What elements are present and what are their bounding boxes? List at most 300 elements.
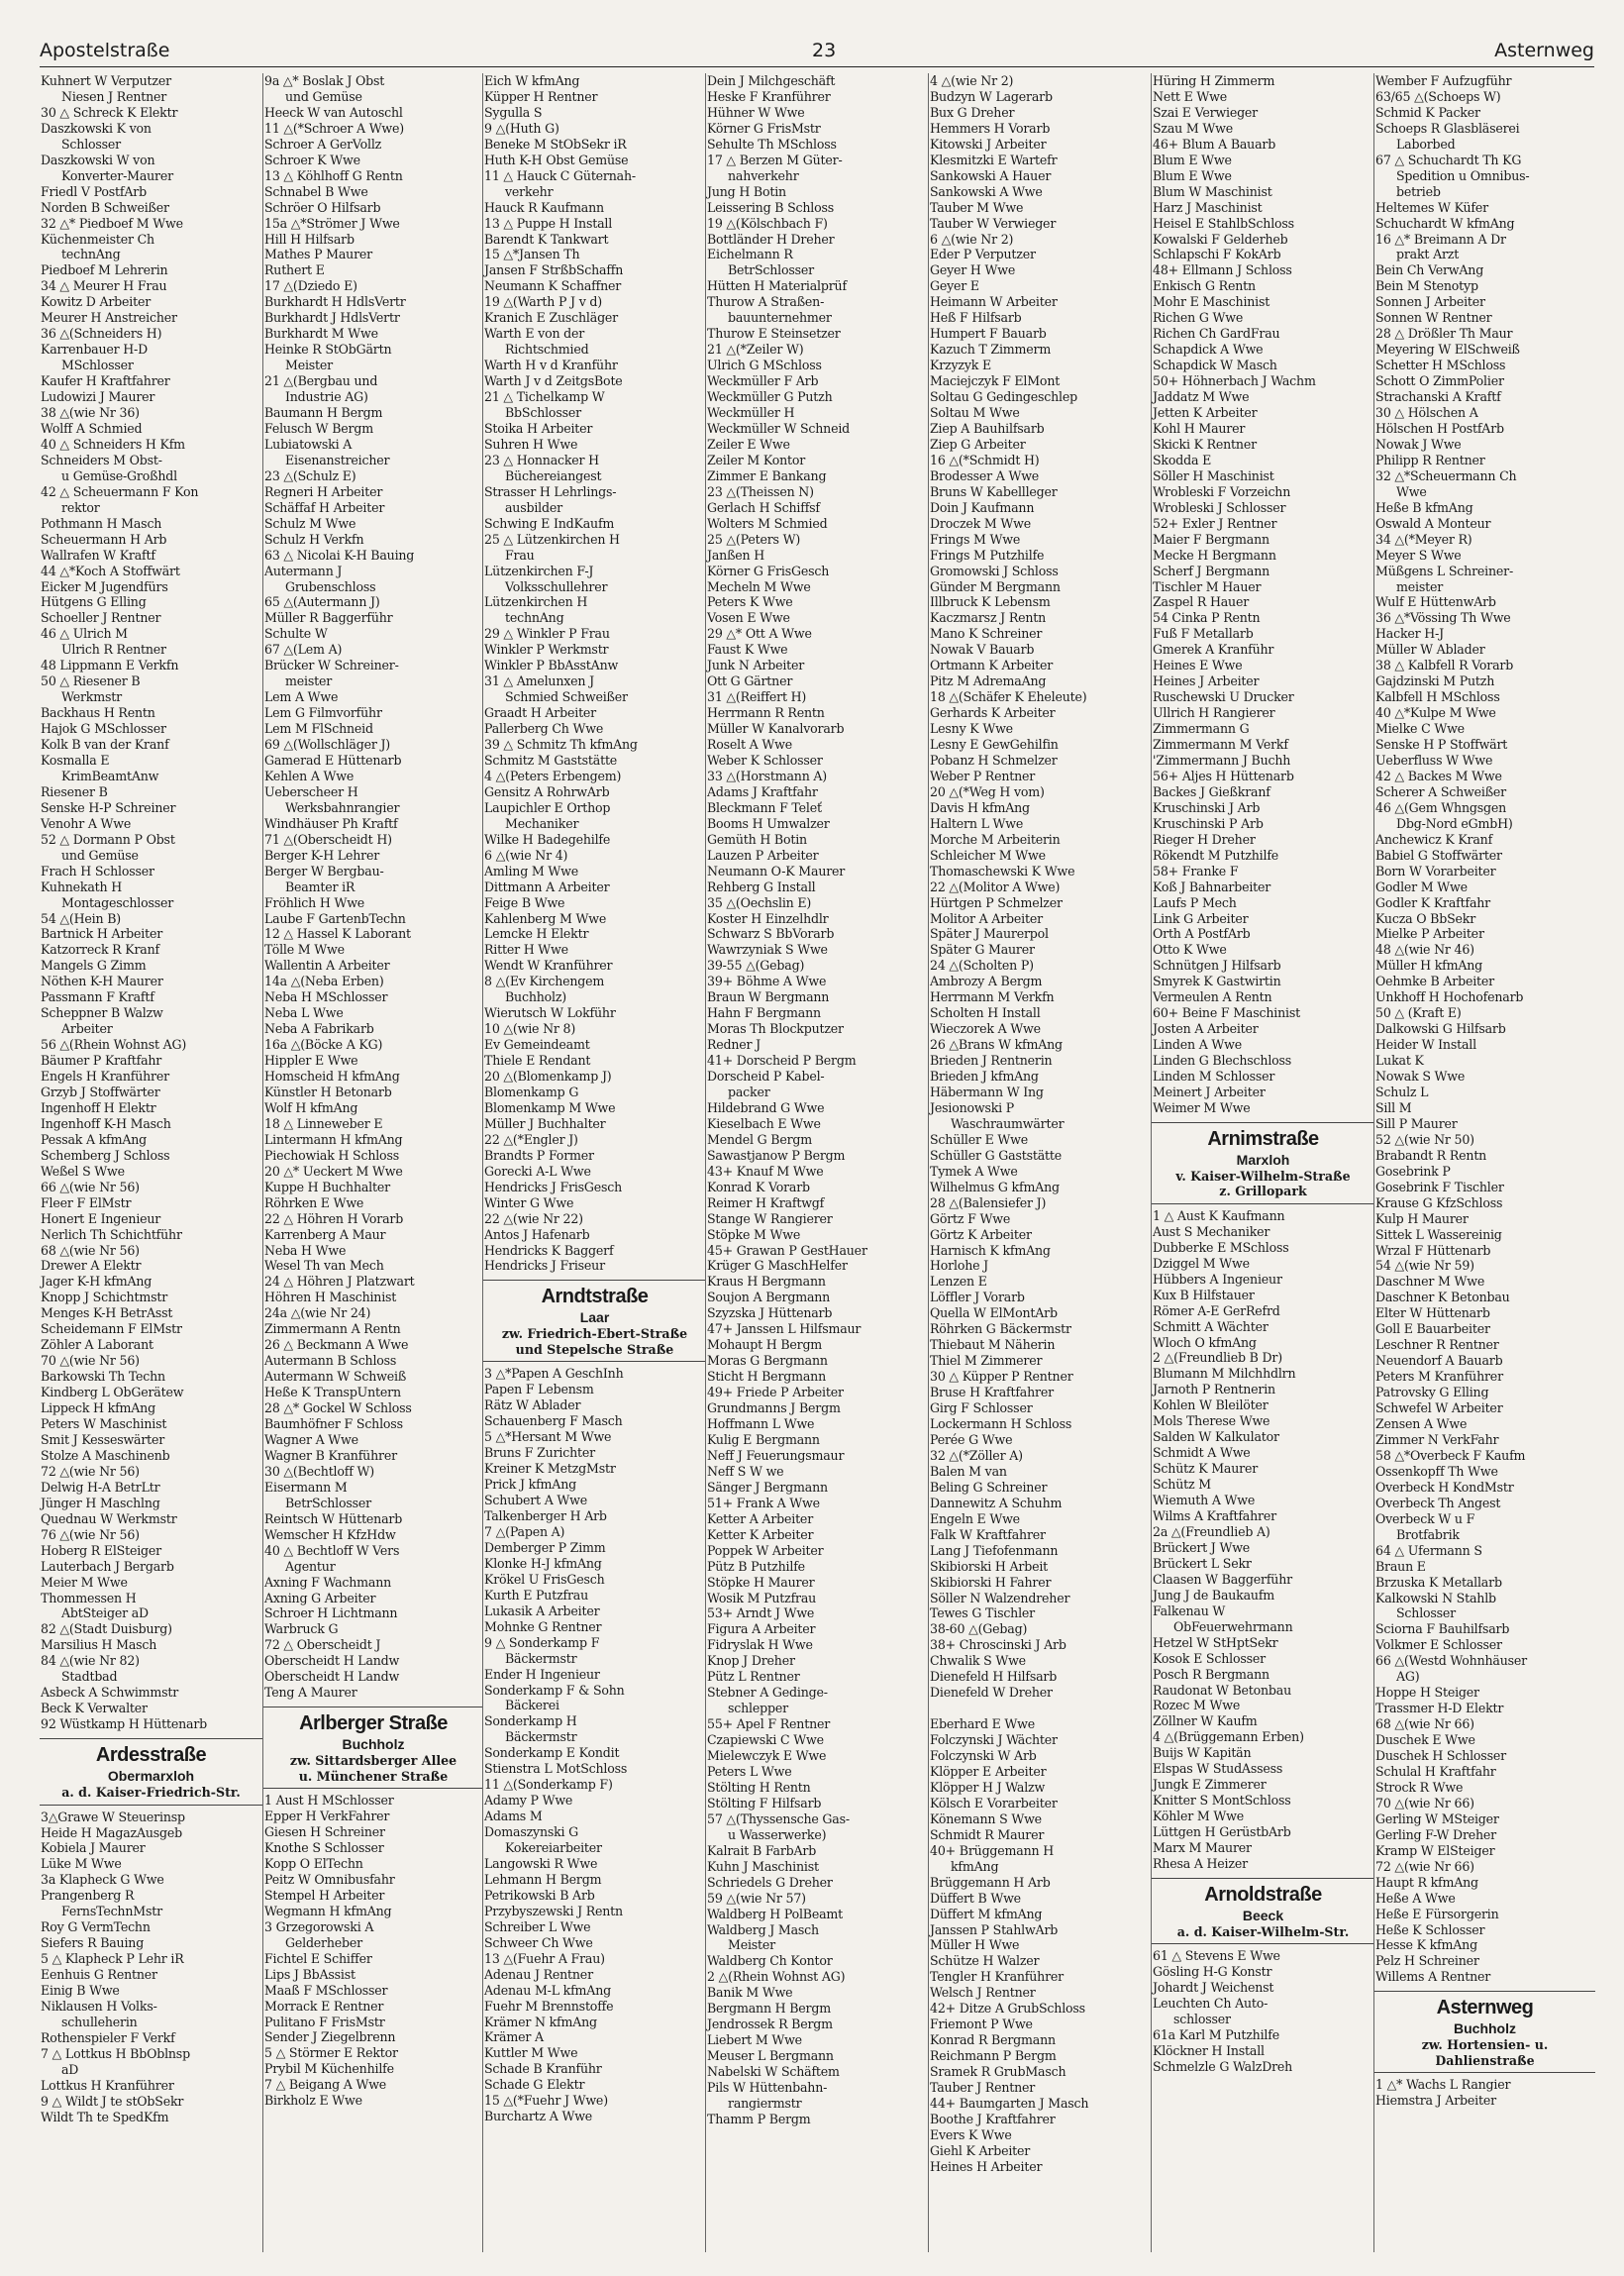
resident-entry: Sticht H Bergmann (707, 1369, 826, 1385)
resident-entry: Bruns F Zurichter (484, 1445, 595, 1461)
resident-entry: Scheidemann F ElMstr (41, 1321, 182, 1337)
resident-entry: 40 △*Kulpe M Wwe (1375, 705, 1496, 721)
resident-entry: Wolff A Schmied (41, 420, 143, 436)
resident-entry: Reintsch W Hüttenarb (264, 1510, 403, 1526)
resident-entry: Prybil M Küchenhilfe (264, 2061, 394, 2077)
resident-entry: 46+ Blum A Bauarb (1153, 136, 1276, 152)
resident-entry: Krökel U FrisGesch (484, 1571, 605, 1587)
resident-entry: Gensitz A RohrwArb (484, 783, 610, 799)
resident-entry: 5 △*Hersant M Wwe (484, 1429, 612, 1445)
resident-entry: 13 △ Köhlhoff G Rentn (264, 167, 403, 183)
resident-entry: 46 △ Ulrich M (41, 626, 128, 642)
resident-entry: Marx M Maurer (1153, 1840, 1252, 1856)
resident-entry: 26 △ Beckmann A Wwe (264, 1337, 409, 1353)
resident-entry: 61a Karl M Putzhilfe (1153, 2027, 1279, 2043)
resident-entry-continuation: Spedition u Omnibus- (1396, 167, 1530, 183)
resident-entry: Hetzel W StHptSekr (1153, 1634, 1278, 1650)
resident-entry: Scheppner B Walzw (41, 1005, 163, 1021)
resident-entry: 58+ Franke F (1153, 863, 1239, 879)
resident-entry: 50 △ (Kraft E) (1375, 1005, 1462, 1021)
resident-entry-continuation: kfmAng (951, 1858, 999, 1874)
resident-entry: 54 △(wie Nr 59) (1375, 1258, 1474, 1274)
resident-entry: Neff J Feuerungsmaur (707, 1447, 845, 1463)
resident-entry: Gerlach H Schiffsf (707, 499, 820, 515)
resident-entry: 49+ Friede P Arbeiter (707, 1385, 844, 1400)
resident-entry: Josten A Arbeiter (1153, 1021, 1259, 1037)
resident-entry: Kurth E Putzfrau (484, 1587, 589, 1603)
resident-entry: Später J Maurerpol (930, 926, 1049, 942)
resident-entry: 16a △(Böcke A KG) (264, 1037, 383, 1053)
resident-entry: Evers K Wwe (930, 2126, 1012, 2142)
resident-entry: Frings M Putzhilfe (930, 547, 1045, 563)
resident-entry: 1 △* Wachs L Rangier (1375, 2077, 1511, 2093)
resident-entry: Stolze A Maschinenb (41, 1447, 170, 1463)
resident-entry: 7 △(Papen A) (484, 1523, 565, 1539)
resident-entry: Philipp R Rentner (1375, 452, 1485, 467)
resident-entry: Weber K Schlosser (707, 752, 823, 768)
resident-entry: Nett E Wwe (1153, 88, 1227, 104)
resident-entry: Pitz M AdremaAng (930, 673, 1047, 689)
resident-entry: Tengler H Kranführer (930, 1969, 1064, 1985)
resident-entry: Wemscher H KfzHdw (264, 1526, 396, 1542)
resident-entry: Hajok G MSchlosser (41, 721, 166, 737)
resident-entry: Nabelski W Schäftem (707, 2064, 840, 2080)
resident-entry: Kindberg L ObGerätew (41, 1385, 184, 1400)
resident-entry: 38 △(wie Nr 36) (41, 405, 140, 421)
directory-columns (40, 73, 1594, 2252)
resident-entry: Nöthen K-H Maurer (41, 974, 163, 989)
resident-entry: Talkenberger H Arb (484, 1508, 607, 1524)
resident-entry: Lauzen P Arbeiter (707, 847, 819, 863)
resident-entry: 22 △(*Engler J) (484, 1131, 578, 1147)
resident-entry: Heße K Schlosser (1375, 1921, 1485, 1937)
resident-entry: Blum E Wwe (1153, 167, 1232, 183)
resident-entry: Rätz W Ablader (484, 1397, 581, 1413)
resident-entry: Jaddatz M Wwe (1153, 389, 1250, 405)
resident-entry: Kucza O BbSekr (1375, 910, 1476, 926)
resident-entry: 54 △(Hein B) (41, 910, 121, 926)
resident-entry: Körner G FrisMstr (707, 120, 821, 136)
resident-entry: Ingenhoff H Elektr (41, 1099, 156, 1115)
resident-entry: Daszkowski W von (41, 152, 155, 167)
resident-entry: Laufs P Mech (1153, 894, 1237, 910)
running-head-right: Asternweg (1494, 40, 1594, 61)
resident-entry: Heines H Arbeiter (930, 2158, 1043, 2174)
resident-entry: 40 △ Bechtloff W Vers (264, 1542, 400, 1558)
resident-entry: Eich W kfmAng (484, 73, 580, 88)
resident-entry: Redner J (707, 1037, 761, 1053)
resident-entry: Schmitt A Wächter (1153, 1318, 1269, 1334)
resident-entry: Bein M Stenotyp (1375, 278, 1478, 294)
resident-entry: Stange W Rangierer (707, 1210, 833, 1226)
resident-entry: Bottländer H Dreher (707, 231, 835, 247)
resident-entry: Stempel H Arbeiter (264, 1887, 385, 1903)
resident-entry: Wosik M Putzfrau (707, 1590, 817, 1605)
resident-entry: Schade B Kranführ (484, 2061, 602, 2077)
resident-entry: 7 △ Beigang A Wwe (264, 2077, 387, 2093)
resident-entry: Konrad K Vorarb (707, 1179, 810, 1194)
resident-entry: Thurow E Steinsetzer (707, 326, 841, 342)
resident-entry: Janssen P StahlwArb (930, 1921, 1059, 1937)
resident-entry: Hesse K kfmAng (1375, 1937, 1477, 1953)
resident-entry: Pils W Hüttenbahn- (707, 2080, 828, 2096)
street-heading-block (1152, 1878, 1374, 1945)
resident-entry: Müller R Baggerführ (264, 610, 393, 626)
resident-entry: 12 △ Hassel K Laborant (264, 926, 411, 942)
resident-entry: Hölschen H PostfArb (1375, 420, 1504, 436)
resident-entry: Höhren H Maschinist (264, 1290, 397, 1305)
resident-entry: Schapdick W Masch (1153, 358, 1277, 373)
resident-entry: Pothmann H Masch (41, 515, 162, 531)
resident-entry: Lubiatowski A (264, 436, 353, 452)
resident-entry: Szai E Verwieger (1153, 104, 1259, 120)
resident-entry: 1 △ Aust K Kaufmann (1153, 1207, 1285, 1223)
resident-entry: Ulrich G MSchloss (707, 358, 822, 373)
street-name: Ardesstraße (95, 1744, 207, 1767)
resident-entry: Eichelmann R (707, 247, 793, 262)
resident-entry: Sänger J Bergmann (707, 1479, 828, 1495)
resident-entry: 4 △(wie Nr 2) (930, 73, 1014, 88)
resident-entry: Krämer A (484, 2029, 544, 2045)
resident-entry: Jansen F StrßbSchaffn (484, 262, 624, 278)
resident-entry: Oberscheidt H Landw (264, 1669, 400, 1685)
district-name: Buchholz (1454, 2020, 1516, 2037)
resident-entry: Honert E Ingenieur (41, 1210, 161, 1226)
running-head-left: Apostelstraße (40, 40, 170, 61)
resident-entry: Sciorna F Bauhilfsarb (1375, 1621, 1510, 1637)
resident-entry: Knopp J Schichtmstr (41, 1290, 168, 1305)
resident-entry: Domaszynski G (484, 1824, 579, 1840)
resident-entry: Szyzska J Hüttenarb (707, 1305, 833, 1321)
resident-entry: Klesmitzki E Wartefr (930, 152, 1058, 167)
resident-entry: Zaspel R Hauer (1153, 594, 1250, 610)
resident-entry: Wloch O kfmAng (1153, 1334, 1257, 1350)
resident-entry: 19 △(Warth P J v d) (484, 294, 603, 310)
resident-entry: Grundmanns J Bergm (707, 1400, 841, 1416)
resident-entry: Orth A PostfArb (1153, 926, 1251, 942)
resident-entry: Felusch W Bergm (264, 420, 373, 436)
street-location: zw. Friedrich-Ebert-Straße (501, 1326, 688, 1342)
resident-entry: 24a △(wie Nr 24) (264, 1305, 371, 1321)
resident-entry: 9 △ Wildt J te stObSekr (41, 2093, 184, 2109)
resident-entry: 26 △Brans W kfmAng (930, 1037, 1063, 1053)
resident-entry: 16 △* Breimann A Dr (1375, 231, 1506, 247)
resident-entry: Baumann H Bergm (264, 405, 383, 421)
resident-entry: Czapiewski C Wwe (707, 1732, 824, 1748)
resident-entry: Winter G Wwe (484, 1194, 574, 1210)
resident-entry: Schnabel B Wwe (264, 183, 368, 199)
resident-entry: 13 △(Fuehr A Frau) (484, 1950, 605, 1966)
resident-entry: Beck K Verwalter (41, 1701, 148, 1716)
resident-entry: Lang J Tiefofenmann (930, 1542, 1059, 1558)
resident-entry: Boothe J Kraftfahrer (930, 2111, 1056, 2126)
resident-entry: Müller W Kanalvorarb (707, 721, 845, 737)
directory-column-3 (482, 73, 706, 2252)
resident-entry: Claasen W Baggerführ (1153, 1571, 1292, 1587)
resident-entry: Ott G Gärtner (707, 673, 793, 689)
resident-entry: Brodesser A Wwe (930, 467, 1040, 483)
resident-entry: Rhesa A Heizer (1153, 1855, 1248, 1871)
resident-entry: Thiel M Zimmerer (930, 1353, 1043, 1369)
street-name: Arndtstraße (541, 1286, 649, 1308)
resident-entry: Peters W Maschinist (41, 1416, 167, 1432)
resident-entry: Humpert F Bauarb (930, 326, 1047, 342)
resident-entry: Kuhn J Maschinist (707, 1858, 819, 1874)
resident-entry: Gamerad E Hüttenarb (264, 752, 402, 768)
resident-entry: 92 Wüstkamp H Hüttenarb (41, 1716, 207, 1732)
resident-entry: Peters M Kranführer (1375, 1369, 1503, 1385)
resident-entry: Schüller E Wwe (930, 1131, 1029, 1147)
resident-entry: Warth H v d Kranführ (484, 358, 618, 373)
resident-entry: Warbruck G (264, 1621, 339, 1637)
resident-entry: Morrack E Rentner (264, 1998, 384, 2014)
resident-entry: Linden A Wwe (1153, 1037, 1243, 1053)
resident-entry: Häbermann W Ing (930, 1085, 1044, 1099)
resident-entry: Volkmer E Schlosser (1375, 1637, 1502, 1653)
resident-entry: Heide H MagazAusgeb (41, 1824, 183, 1840)
resident-entry: 15 △*Jansen Th (484, 247, 580, 262)
resident-entry: 20 △* Ueckert M Wwe (264, 1163, 403, 1179)
street-location: zw. Hortensien- u. (1421, 2037, 1549, 2053)
resident-entry: 7 △ Lottkus H BbOblnsp (41, 2045, 190, 2061)
resident-entry: Weimer M Wwe (1153, 1099, 1251, 1115)
resident-entry: Kulp H Maurer (1375, 1210, 1469, 1226)
resident-entry: 15 △(*Fuehr J Wwe) (484, 2093, 608, 2109)
resident-entry: Kowitz D Arbeiter (41, 294, 152, 310)
resident-entry: Warth J v d ZeitgsBote (484, 373, 623, 389)
resident-entry: Raudonat W Betonbau (1153, 1682, 1292, 1698)
resident-entry: Oswald A Monteur (1375, 515, 1491, 531)
resident-entry: Papen F Lebensm (484, 1382, 594, 1397)
resident-entry: Junk N Arbeiter (707, 658, 805, 673)
resident-entry: Lips J BbAssist (264, 1966, 355, 1982)
resident-entry: Banik M Wwe (707, 1985, 793, 2001)
resident-entry: Schulz M Wwe (264, 515, 356, 531)
resident-entry: Waldberg Ch Kontor (707, 1953, 833, 1969)
resident-entry: Schmelzle G WalzDreh (1153, 2059, 1293, 2075)
resident-entry: Harz J Maschinist (1153, 199, 1263, 215)
resident-entry: Trassmer H-D Elektr (1375, 1701, 1504, 1716)
resident-entry: Schmidt R Maurer (930, 1826, 1045, 1842)
resident-entry: Passmann F Kraftf (41, 989, 154, 1005)
resident-entry: Smyrek K Gastwirtin (1153, 974, 1281, 989)
resident-entry: 84 △(wie Nr 82) (41, 1653, 140, 1669)
resident-entry: Sygulla S (484, 104, 543, 120)
resident-entry: 48+ Ellmann J Schloss (1153, 262, 1292, 278)
resident-entry: Prick J kfmAng (484, 1477, 576, 1493)
resident-entry: Karrenbauer H-D (41, 342, 149, 358)
resident-entry: Beneke M StObSekr iR (484, 136, 627, 152)
street-location: u. Münchener Straße (298, 1768, 449, 1784)
resident-entry-continuation: AbtSteiger aD (61, 1605, 149, 1621)
resident-entry: 4 △(Peters Erbengem) (484, 768, 622, 783)
resident-entry: Engeln E Wwe (930, 1510, 1020, 1526)
resident-entry: Gorecki A-L Wwe (484, 1163, 591, 1179)
resident-entry: Dorscheid P Kabel- (707, 1069, 825, 1085)
resident-entry: Overbeck H KondMstr (1375, 1479, 1514, 1495)
resident-entry: Neba A Fabrikarb (264, 1021, 374, 1037)
resident-entry: 5 △ Klapheck P Lehr iR (41, 1951, 184, 1967)
resident-entry: Nowak V Bauarb (930, 642, 1035, 658)
resident-entry-continuation: u Gemüse-Großhdl (61, 467, 177, 483)
resident-entry: Wilhelmus G kfmAng (930, 1179, 1060, 1194)
resident-entry-continuation: Kokereiarbeiter (505, 1840, 602, 1856)
resident-entry: Bux G Dreher (930, 104, 1015, 120)
resident-entry-continuation: Bäckermstr (505, 1729, 577, 1745)
resident-entry: Konrad R Bergmann (930, 2032, 1056, 2048)
resident-entry: 28 △ Drößler Th Maur (1375, 326, 1513, 342)
resident-entry: Kosok E Schlosser (1153, 1650, 1266, 1666)
resident-entry: 33 △(Horstmann A) (707, 768, 828, 783)
resident-entry-continuation: Eisenanstreicher (285, 452, 390, 467)
resident-entry: Autermann B Schloss (264, 1353, 397, 1369)
resident-entry: 30 △ Hölschen A (1375, 405, 1478, 421)
resident-entry: Burkhardt H HdlsVertr (264, 294, 406, 310)
resident-entry: Eicker M Jugendfürs (41, 578, 168, 594)
resident-entry: Overbeck Th Angest (1375, 1495, 1501, 1510)
resident-entry: 19 △(Kölschbach F) (707, 215, 828, 231)
resident-entry-continuation: verkehr (505, 183, 554, 199)
resident-entry: Duschek E Wwe (1375, 1732, 1475, 1748)
resident-entry-continuation: BbSchlosser (505, 405, 581, 421)
resident-entry: Neumann O-K Maurer (707, 863, 846, 879)
resident-entry: Lockermann H Schloss (930, 1416, 1072, 1432)
resident-entry: 72 △(wie Nr 56) (41, 1463, 140, 1479)
resident-entry: 76 △(wie Nr 56) (41, 1526, 140, 1542)
resident-entry: Meurer H Anstreicher (41, 310, 177, 326)
resident-entry: 39+ Böhme A Wwe (707, 974, 827, 989)
resident-entry-continuation: ausbilder (505, 499, 562, 515)
resident-entry: Eder P Verputzer (930, 247, 1036, 262)
resident-entry: Maaß F MSchlosser (264, 1982, 388, 1998)
resident-entry: 40 △ Schneiders H Kfm (41, 436, 185, 452)
resident-entry: Müßgens L Schreiner- (1375, 563, 1514, 578)
resident-entry: Hoberg R ElSteiger (41, 1542, 161, 1558)
resident-entry-continuation: Schlosser (61, 136, 122, 152)
resident-entry: Skibiorski H Fahrer (930, 1574, 1052, 1590)
resident-entry: Sonderkamp F & Sohn (484, 1682, 625, 1698)
resident-entry: Johardt J Weichenst (1153, 1980, 1274, 1996)
resident-entry: Hüring H Zimmerm (1153, 73, 1275, 88)
resident-entry: Ziep G Arbeiter (930, 436, 1026, 452)
resident-entry: Thiebaut M Näherin (930, 1337, 1056, 1353)
resident-entry-continuation: meister (1396, 578, 1444, 594)
resident-entry: Ullrich H Rangierer (1153, 705, 1275, 721)
resident-entry: Heße B kfmAng (1375, 499, 1473, 515)
resident-entry-continuation: Montageschlosser (61, 894, 174, 910)
resident-entry: Kuppe H Buchhalter (264, 1179, 390, 1194)
resident-entry: Thommessen H (41, 1590, 137, 1605)
resident-entry: Skibiorski H Arbeit (930, 1558, 1049, 1574)
resident-entry: Gosebrink F Tischler (1375, 1179, 1504, 1194)
resident-entry: Wrobleski F Vorzeichn (1153, 483, 1291, 499)
resident-entry: 22 △(wie Nr 22) (484, 1210, 583, 1226)
resident-entry: Janßen H (707, 547, 765, 563)
resident-entry: 44+ Baumgarten J Masch (930, 2096, 1089, 2111)
resident-entry: Gromowski J Schloss (930, 563, 1059, 578)
resident-entry-continuation: technAng (61, 247, 121, 262)
resident-entry: Tauber W Verwieger (930, 215, 1057, 231)
resident-entry: Folczynski J Wächter (930, 1732, 1058, 1748)
resident-entry: Adenau M-L kfmAng (484, 1982, 611, 1998)
resident-entry: Wieczorek A Wwe (930, 1021, 1041, 1037)
resident-entry: Hemmers H Vorarb (930, 120, 1051, 136)
resident-entry: Hütten H Materialprüf (707, 278, 847, 294)
resident-entry: Lukasik A Arbeiter (484, 1603, 600, 1618)
resident-entry: 17 △ Berzen M Güter- (707, 152, 843, 167)
resident-entry: Schulte W (264, 626, 328, 642)
resident-entry: 65 △(Autermann J) (264, 594, 380, 610)
resident-entry: Teng A Maurer (264, 1685, 357, 1701)
resident-entry: Gerling F-W Dreher (1375, 1826, 1497, 1842)
resident-entry: Schade G Elektr (484, 2077, 585, 2093)
resident-entry: Mecheln M Wwe (707, 578, 811, 594)
resident-entry: 16 △(*Schmidt H) (930, 452, 1040, 467)
resident-entry: Sonderkamp H (484, 1713, 577, 1729)
resident-entry: Epper H VerkFahrer (264, 1809, 390, 1824)
resident-entry-continuation: Werksbahnrangier (285, 799, 400, 815)
resident-entry: Mano K Schreiner (930, 626, 1043, 642)
resident-entry: Vermeulen A Rentn (1153, 989, 1272, 1005)
directory-column-6 (1151, 73, 1374, 2252)
resident-entry: Weßel S Wwe (41, 1163, 125, 1179)
resident-entry-continuation: ObFeuerwehrmann (1173, 1618, 1293, 1634)
resident-entry: 41+ Dorscheid P Bergm (707, 1053, 857, 1069)
resident-entry: Lehmann H Bergm (484, 1871, 602, 1887)
resident-entry: Blum W Maschinist (1153, 183, 1272, 199)
resident-entry: 2 △(Rhein Wohnst AG) (707, 1969, 846, 1985)
resident-entry: Wrzal F Hüttenarb (1375, 1242, 1491, 1258)
resident-entry: Hendricks J Friseur (484, 1258, 605, 1274)
resident-entry: 56+ Aljes H Hüttenarb (1153, 768, 1294, 783)
resident-entry: 8 △(Ev Kirchengem (484, 974, 605, 989)
resident-entry: 20 △(Blomenkamp J) (484, 1069, 612, 1085)
resident-entry: 20 △(*Weg H vom) (930, 783, 1045, 799)
resident-entry: Hiemstra J Arbeiter (1375, 2093, 1496, 2109)
street-heading-block (40, 1738, 262, 1806)
resident-entry: Lesny E GewGehilfin (930, 737, 1059, 753)
resident-entry: Wilke H Badegehilfe (484, 831, 611, 847)
resident-entry: Kosmalla E (41, 752, 110, 768)
resident-entry: Oehmke B Arbeiter (1375, 974, 1494, 989)
resident-entry-continuation: Meister (728, 1937, 775, 1953)
resident-entry-continuation: Agentur (285, 1558, 336, 1574)
resident-entry: 53+ Arndt J Wwe (707, 1605, 815, 1621)
resident-entry: Ender H Ingenieur (484, 1666, 600, 1682)
resident-entry-continuation: Bäckermstr (505, 1650, 577, 1666)
resident-entry-continuation: technAng (505, 610, 564, 626)
resident-entry: 30 △ Schreck K Elektr (41, 104, 178, 120)
resident-entry: Kaczmarsz J Rentn (930, 610, 1047, 626)
resident-entry: Ev Gemeindeamt (484, 1037, 590, 1053)
resident-entry: 25 △ Lützenkirchen H (484, 531, 620, 547)
resident-entry: Tauber J Rentner (930, 2080, 1036, 2096)
resident-entry: 'Zimmermann J Buchh (1153, 752, 1291, 768)
resident-entry: Unkhoff H Hochofenarb (1375, 989, 1524, 1005)
resident-entry: Weber P Rentner (930, 768, 1036, 783)
resident-entry: Stölting F Hilfsarb (707, 1795, 822, 1810)
resident-entry: Meyering W ElSchweiß (1375, 342, 1520, 358)
resident-entry: Neba H MSchlosser (264, 989, 388, 1005)
resident-entry: Axning G Arbeiter (264, 1590, 376, 1605)
resident-entry: Doin J Kaufmann (930, 499, 1035, 515)
resident-entry: Sill M (1375, 1099, 1412, 1115)
resident-entry: Reichmann P Bergm (930, 2048, 1057, 2064)
resident-entry: Heße A Wwe (1375, 1890, 1456, 1906)
resident-entry: Sehulte Th MSchloss (707, 136, 837, 152)
resident-entry: Illbruck K Lebensm (930, 594, 1051, 610)
resident-entry: Lukat K (1375, 1053, 1424, 1069)
